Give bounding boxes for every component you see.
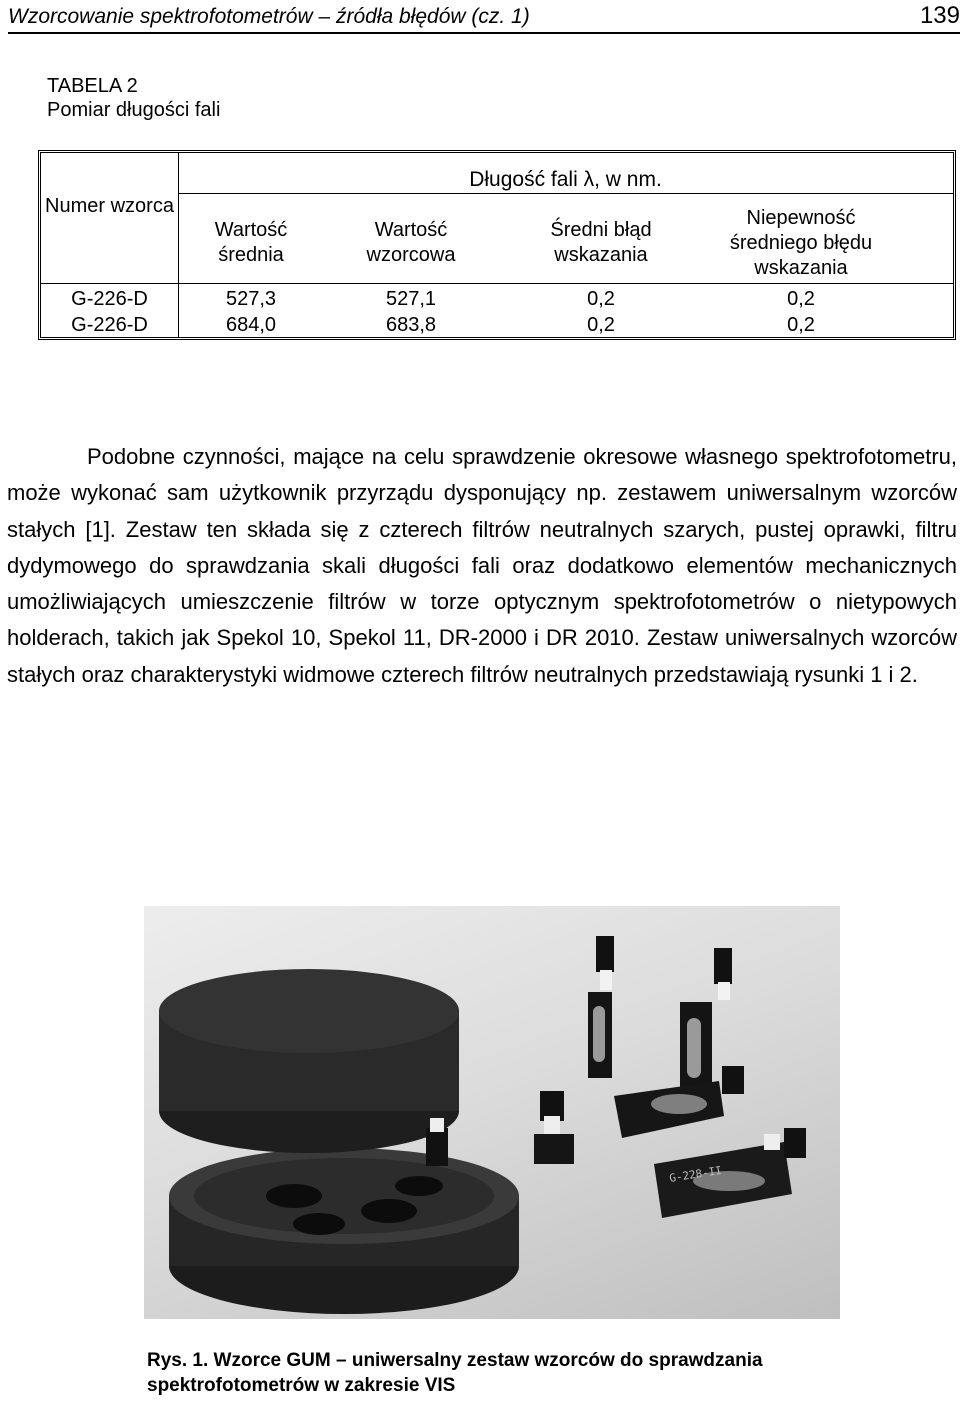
- cell-uncertainty: 0,2: [787, 288, 815, 310]
- group-header-wavelength: Długość fali λ, w nm.: [469, 168, 662, 191]
- table-label: [47, 74, 220, 122]
- figure-caption: Rys. 1. Wzorce GUM – uniwersalny zestaw wzorców do sprawdzania spektrofotometrów w zakresie VIS: [147, 1350, 763, 1396]
- cell-sample: G-226-D: [71, 314, 148, 336]
- col-header-mean-value: Wartość średnia: [214, 219, 288, 266]
- running-header: [8, 2, 960, 34]
- col-header-reference-value: Wartość wzorcowa: [366, 219, 456, 266]
- table-caption: Pomiar długości fali: [47, 99, 221, 121]
- cell-reference: 527,1: [385, 288, 437, 310]
- wavelength-table: [38, 150, 956, 340]
- page-number: 139: [919, 2, 960, 29]
- body-paragraph-container: [7, 439, 957, 693]
- cell-sample: G-226-D: [71, 288, 148, 310]
- table-number: TABELA 2: [47, 75, 138, 97]
- cell-error: 0,2: [587, 314, 615, 336]
- header-divider: [178, 193, 953, 194]
- cell-error: 0,2: [587, 288, 615, 310]
- col-header-mean-error: Średni błąd wskazania: [550, 219, 652, 266]
- header-divider: [41, 283, 953, 284]
- gum-standards-set-illustration: [144, 906, 840, 1319]
- cell-uncertainty: 0,2: [787, 314, 815, 336]
- cell-mean: 684,0: [225, 314, 277, 336]
- figure-photo: [144, 906, 840, 1319]
- cell-reference: 683,8: [385, 314, 437, 336]
- holder-engraving: G-228-II: [668, 1163, 723, 1185]
- body-paragraph: Podobne czynności, mające na celu sprawdzenie okresowe własnego spektrofotometru, może wykonać sam użytkownik przyrządu dysponujący np. zestawem uniwersalnym wzorców stałych [1]. Zestaw ten składa się z czterech filtrów neutralnych szarych, pustej oprawki, filtru dydymowego do sprawdzania skali długości fali oraz dodatkowo elementów mechanicznych umożliwiających umieszczenie filtrów w torze optycznym spektrofotometrów o nietypowych holderach, takich jak Spekol 10, Spekol 11, DR-2000 i DR 2010. Zestaw uniwersalnych wzorców stałych oraz charakterystyki widmowe czterech filtrów neutralnych przedstawiają rysunki 1 i 2.: [7, 444, 957, 687]
- col-header-uncertainty: Niepewność średniego błędu wskazania: [729, 207, 873, 279]
- col-header-sample-number: Numer wzorca: [45, 195, 174, 217]
- header-title: Wzorcowanie spektrofotometrów – źródła błędów (cz. 1): [8, 5, 530, 28]
- cell-mean: 527,3: [225, 288, 277, 310]
